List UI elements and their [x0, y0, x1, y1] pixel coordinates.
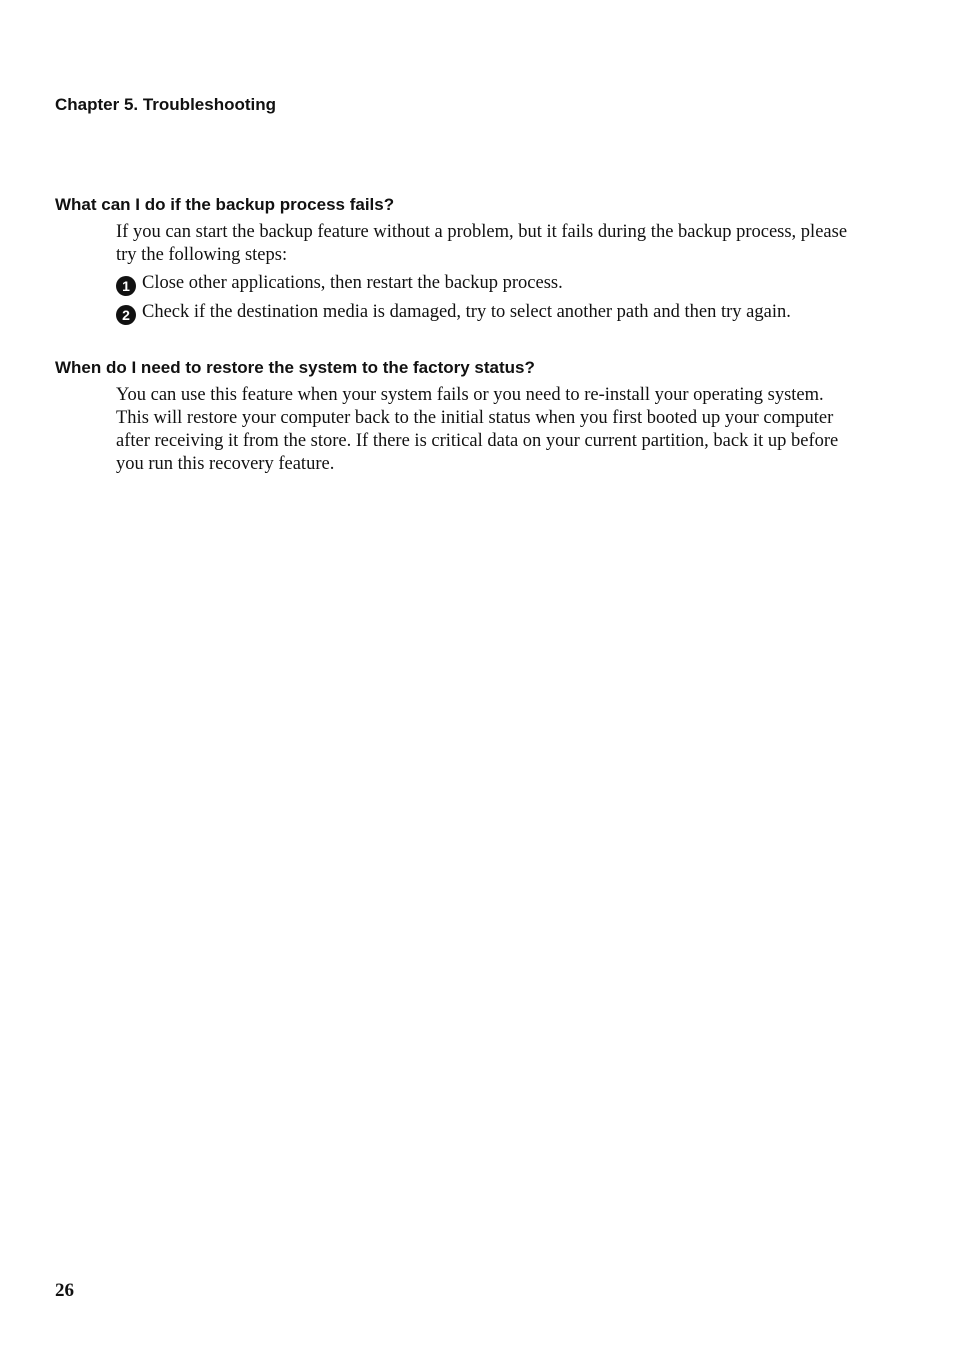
step-item-2: [116, 301, 896, 325]
section-heading-backup-fails: What can I do if the backup process fails?: [55, 195, 395, 214]
step-number-1-icon: 1: [116, 276, 136, 296]
step-number-2-icon: 2: [116, 305, 136, 325]
step-text-2: Check if the destination media is damaged, try to select another path and then try again.: [142, 302, 791, 322]
factory-restore-body: You can use this feature when your system fails or you need to re-install your operating system. This will restore your computer back to the initial status when you first booted up your computer after receiving it from the store. If there is critical data on your current partition, back it up before you run this recovery feature.: [116, 385, 839, 474]
backup-fails-intro: If you can start the backup feature without a problem, but it fails during the backup process, please try the following steps:: [116, 222, 848, 265]
step-text-1: Close other applications, then restart the backup process.: [142, 273, 563, 293]
step-item-1: [116, 272, 896, 296]
section-heading-factory-restore: When do I need to restore the system to the factory status?: [55, 358, 535, 377]
page-number: 26: [55, 1280, 74, 1301]
chapter-header: Chapter 5. Troubleshooting: [55, 95, 277, 114]
